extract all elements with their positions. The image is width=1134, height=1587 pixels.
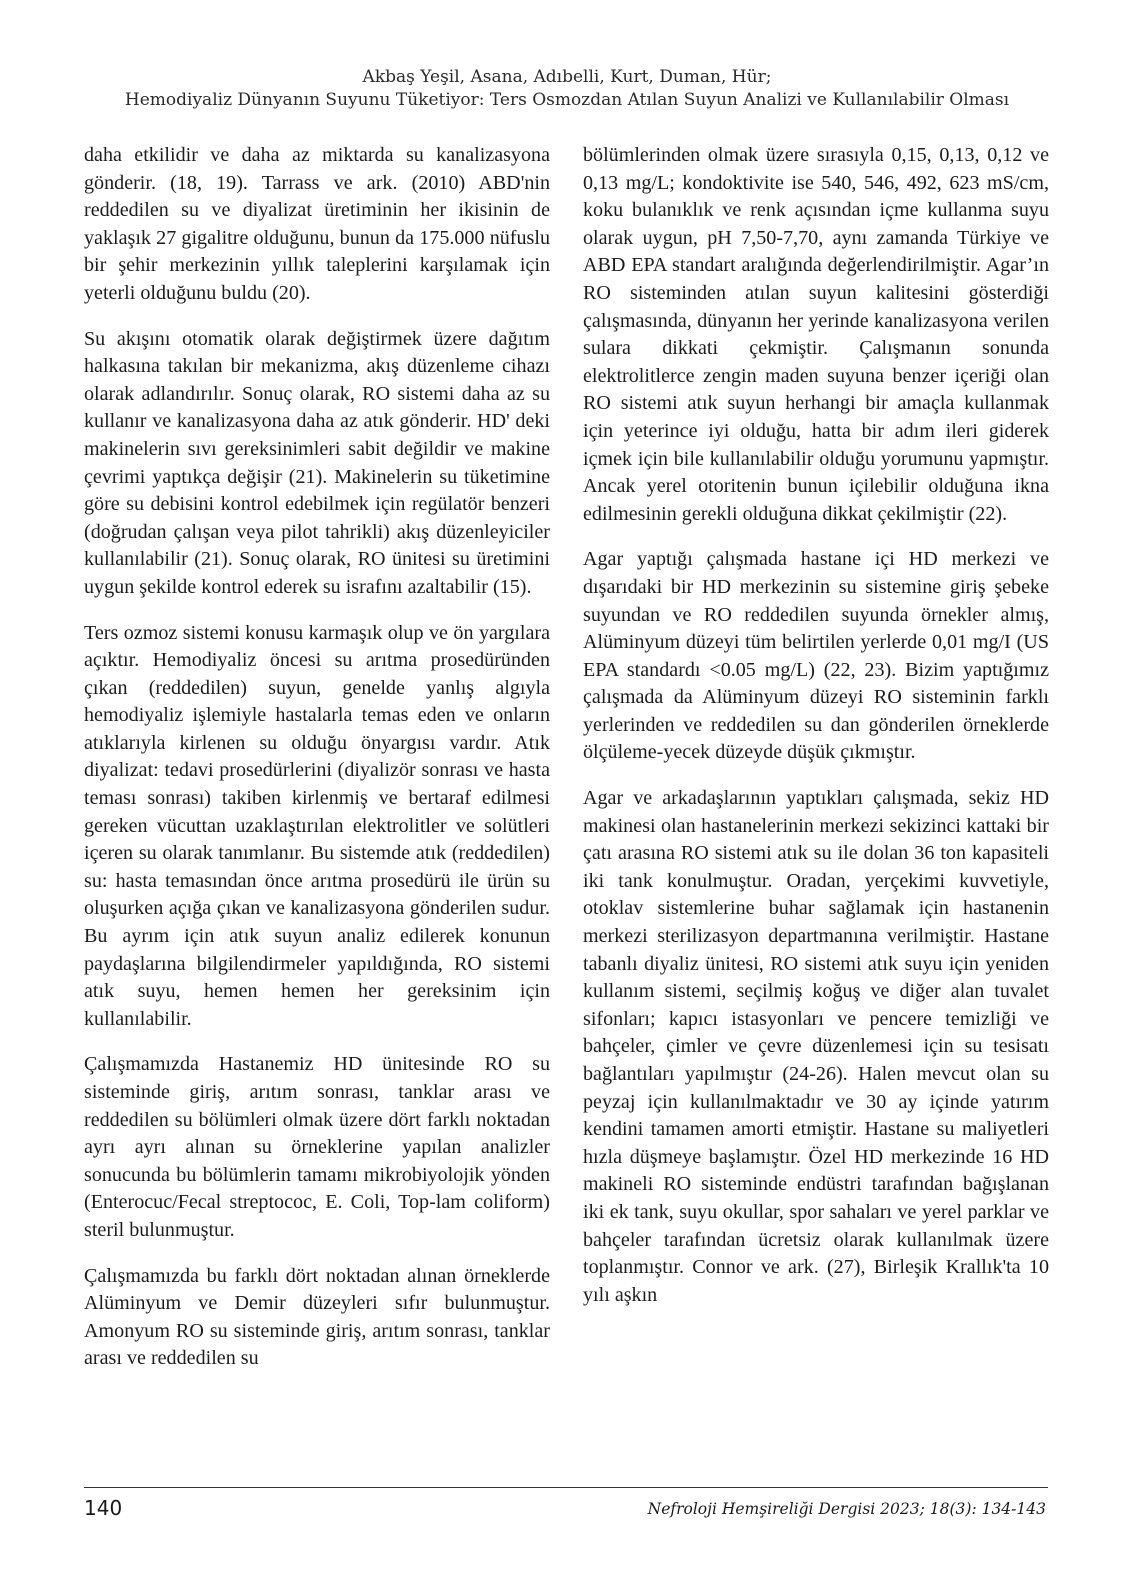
paragraph: Agar ve arkadaşlarının yaptıkları çalışmada, sekiz HD makinesi olan hastanelerinin merkezi sekizinci kattaki bir çatı arasına RO sistemi atık su ile dolan 36 ton kapasiteli iki tank konulmuştur. Oradan, yerçekimi kuvvetiyle, otoklav sistemlerine buhar sağlamak için hastanenin merkezi sterilizasyon departmanına verilmiştir. Hastane tabanlı diyaliz ünitesi, RO sistemi atık suyu için yeniden kullanım sistemi, seçilmiş koğuş ve diğer alan tuvalet sifonları; kapıcı istasyonları ve pencere temizliği ve bahçeler, çimler ve çevre düzenlemesi için su tesisatı bağlantıları yapılmıştır (24-26). Halen mevcut olan su peyzaj için kullanılmaktadır ve 30 ay içinde yatırım kendini tamamen amorti etmiştir. Hastane su maliyetleri hızla düşmeye başlamıştır. Özel HD merkezinde 16 HD makineli RO sisteminde endüstri tarafından bağışlanan iki ek tank, suyu okullar, spor sahaları ve yerel parklar ve bahçeler tarafından ücretsiz olarak kullanılmak üzere toplanmıştır. Connor ve ark. (27), Birleşik Krallık'ta 10 yılı aşkın: [583, 787, 1049, 1306]
left-column: [84, 142, 550, 1391]
page-number: 140: [84, 1496, 123, 1520]
paragraph: bölümlerinden olmak üzere sırasıyla 0,15, 0,13, 0,12 ve 0,13 mg/L; kondoktivite ise 540, 546, 492, 623 mS/cm, koku bulanıklık ve renk açısından içme kullanma suyu olarak uygun, pH 7,50-7,70, aynı zamanda Türkiye ve ABD EPA standart aralığında değerlendirilmiştir. Agar’ın RO sisteminden atılan suyun kalitesini gösterdiği çalışmasında, dünyanın her yerinde kanalizasyona verilen sulara dikkati çekmiştir. Çalışmanın sonunda elektrolitlerce zengin maden suyuna benzer içeriği olan RO sistemi atık suyun herhangi bir amaçla kullanmak için yeterince iyi olduğu, hatta bir adım ileri giderek içmek için bile kullanılabilir olduğu yorumunu yapmıştır. Ancak yerel otoritenin bunun içilebilir olduğuna ikna edilmesinin gerekli olduğuna dikkat çekilmiştir (22).: [583, 144, 1049, 525]
header-authors: Akbaş Yeşil, Asana, Adıbelli, Kurt, Duman, Hür;: [362, 67, 772, 87]
journal-citation: Nefroloji Hemşireliği Dergisi 2023; 18(3): 134-143: [647, 1500, 1046, 1518]
right-column: [583, 142, 1049, 1327]
paragraph: daha etkilidir ve daha az miktarda su kanalizasyona gönderir. (18, 19). Tarrass ve ark. (2010) ABD'nin reddedilen su ve diyalizat üretiminin her ikisinin de yaklaşık 27 gigalitre olduğunu, bunun da 175.000 nüfuslu bir şehir merkezinin yıllık taleplerini karşılamak için yeterli olduğunu buldu (20).: [84, 144, 550, 304]
paragraph: Çalışmamızda bu farklı dört noktadan alınan örneklerde Alüminyum ve Demir düzeyleri sıfır bulunmuştur. Amonyum RO su sisteminde giriş, arıtım sonrası, tanklar arası ve reddedilen su: [84, 1264, 550, 1370]
paragraph: Agar yaptığı çalışmada hastane içi HD merkezi ve dışarıdaki bir HD merkezinin su sistemine giriş şebeke suyundan ve RO reddedilen suyunda örnekler almış, Alüminyum düzeyi tüm belirtilen yerlerde 0,01 mg/I (US EPA standardı <0.05 mg/L) (22, 23). Bizim yaptığımız çalışmada da Alüminyum düzeyi RO sisteminin farklı yerlerinden ve reddedilen su dan gönderilen örneklerde ölçüleme-yecek düzeyde düşük çıkmıştır.: [583, 548, 1049, 764]
paragraph: Su akışını otomatik olarak değiştirmek üzere dağıtım halkasına takılan bir mekanizma, akış düzenleme cihazı olarak adlandırılır. Sonuç olarak, RO sistemi daha az su kullanır ve kanalizasyona daha az atık gönderir. HD' deki makinelerin sıvı gereksinimleri sabit değildir ve makine çevrimi yaptıkça değişir (21). Makinelerin su tüketimine göre su debisini kontrol edebilmek için regülatör benzeri (doğrudan çalışan veya pilot tahrikli) akış düzenleyiciler kullanılabilir (21). Sonuç olarak, RO ünitesi su üretimini uygun şekilde kontrol ederek su israfını azaltabilir (15).: [84, 327, 550, 598]
header-title: Hemodiyaliz Dünyanın Suyunu Tüketiyor: Ters Osmozdan Atılan Suyun Analizi ve Kullanılabilir Olması: [124, 90, 1010, 110]
paragraph: Çalışmamızda Hastanemiz HD ünitesinde RO su sisteminde giriş, arıtım sonrası, tanklar arası ve reddedilen su bölümleri olmak üzere dört farklı noktadan ayrı ayrı alınan su örneklerine yapılan analizler sonucunda bu bölümlerin tamamı mikrobiyolojik yönden (Enterocuc/Fecal streptococ, E. Coli, Top-lam coliform) steril bulunmuştur.: [84, 1053, 550, 1241]
footer-divider: [84, 1487, 1048, 1488]
running-header: [0, 66, 1134, 112]
paragraph: Ters ozmoz sistemi konusu karmaşık olup ve ön yargılara açıktır. Hemodiyaliz öncesi su arıtma prosedüründen çıkan (reddedilen) suyun, genelde yanlış algıyla hemodiyaliz işlemiyle hastalarla temas eden ve onların atıklarıyla kirlenen su olduğu önyargısı vardır. Atık diyalizat: tedavi prosedürlerini (diyalizör sonrası ve hasta teması sonrası) takiben kirlenmiş ve bertaraf edilmesi gereken vücuttan uzaklaştırılan elektrolitler ve solütleri içeren su olarak tanımlanır. Bu sistemde atık (reddedilen) su: hasta temasından önce arıtma prosedürü ile ürün su oluşurken açığa çıkan ve kanalizasyona gönderilen sudur. Bu ayrım için atık suyun analiz edilerek konunun paydaşlarına bilgilendirmeler yapıldığında, RO sistemi atık suyu, hemen hemen her gereksinim için kullanılabilir.: [84, 621, 550, 1030]
